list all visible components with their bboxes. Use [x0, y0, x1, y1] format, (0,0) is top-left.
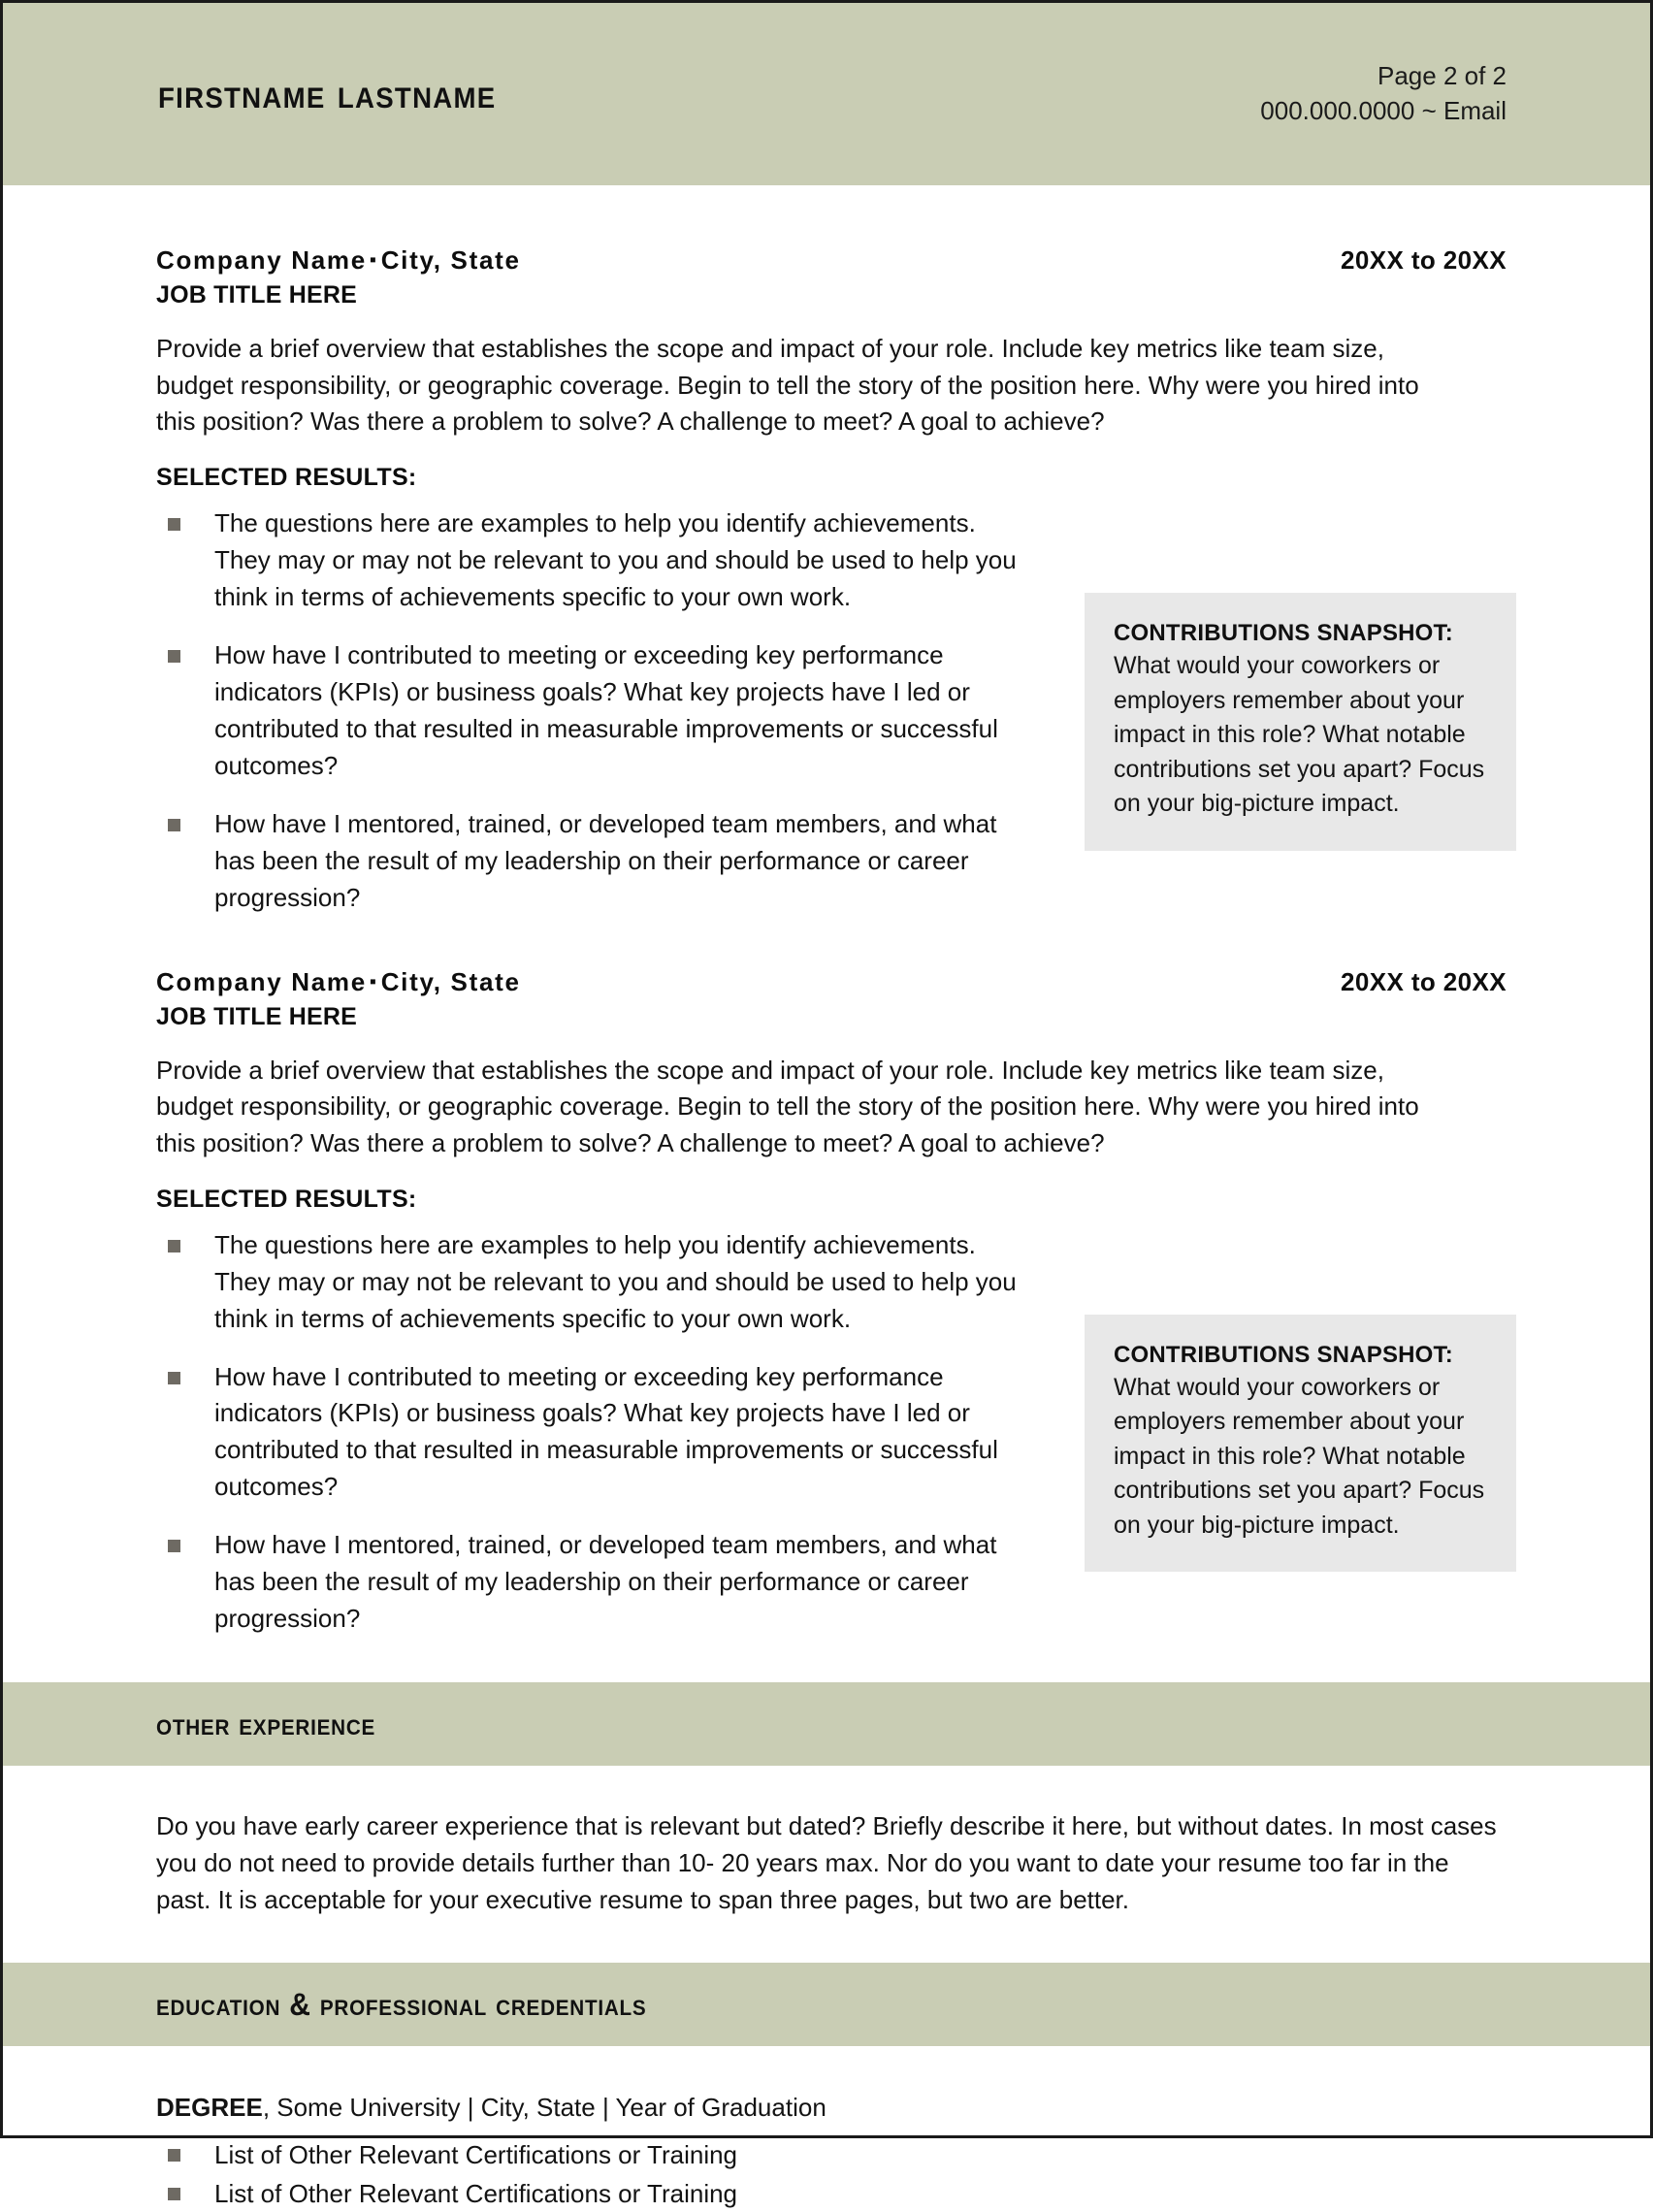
snapshot-text-2: What would your coworkers or employers remember about your impact in this role? What notable contributions set you apart? Focus on your big-picture impact. — [1114, 1373, 1485, 1539]
job-location-2: City, State — [380, 966, 521, 996]
other-experience-content — [3, 1808, 1650, 1918]
square-bullet-icon — [168, 1540, 180, 1552]
square-bullet-icon — [168, 819, 180, 831]
degree-label: DEGREE — [156, 2093, 263, 2123]
bullet-text: The questions here are examples to help you identify achievements. They may or may not be relevant to you and should be used to help you think in terms of achievements specific to your own work. — [214, 508, 1017, 611]
list-item — [156, 637, 1029, 785]
job-overview-2: Provide a brief overview that establishes the scope and impact of your role. Include key metrics like team size, budget responsibility, or geographic coverage. Begin to tell the story of the position here. Why were you hired into this position? Was there a problem to solve? A challenge to meet? A goal to achieve? — [156, 1055, 1419, 1157]
snapshot-title-1: CONTRIBUTIONS SNAPSHOT: — [1114, 620, 1453, 646]
list-item — [156, 505, 1029, 616]
square-bullet-icon — [168, 1372, 180, 1384]
separator-icon: ▪ — [369, 249, 378, 271]
list-item — [156, 2138, 1507, 2173]
square-bullet-icon — [168, 2149, 180, 2162]
job-header-2 — [156, 967, 1507, 997]
job-dates-1: 20XX to 20XX — [1341, 245, 1507, 275]
job-bullets-2 — [156, 1227, 1029, 1639]
candidate-name: firstname lastname — [158, 70, 497, 117]
degree-details: , Some University | City, State | Year of Graduation — [262, 2093, 826, 2123]
certification-text: List of Other Relevant Certifications or Training — [214, 2140, 738, 2170]
page-header — [3, 3, 1650, 185]
contributions-snapshot-2 — [1085, 1315, 1516, 1573]
separator-icon: ▪ — [369, 970, 378, 992]
job-title-2: JOB TITLE HERE — [156, 1002, 357, 1030]
job-bullets-1 — [156, 505, 1029, 917]
list-item — [156, 2177, 1507, 2212]
page-number: Page 2 of 2 — [1378, 61, 1507, 91]
spacer-before-other-experience — [3, 1638, 1650, 1682]
spacer-before-education — [3, 1918, 1650, 1963]
list-item — [156, 1527, 1029, 1638]
job-dates-2: 20XX to 20XX — [1341, 966, 1507, 996]
square-bullet-icon — [168, 518, 180, 531]
section-header-other-experience — [3, 1682, 1650, 1766]
education-content — [3, 2093, 1650, 2212]
job-company-line-1 — [156, 245, 521, 276]
job-company-line-2 — [156, 967, 521, 997]
bullet-text: The questions here are examples to help you identify achievements. They may or may not be relevant to you and should be used to help you think in terms of achievements specific to your own work. — [214, 1229, 1017, 1333]
job-overview-1: Provide a brief overview that establishes the scope and impact of your role. Include key metrics like team size, budget responsibility, or geographic coverage. Begin to tell the story of the position here. Why were you hired into this position? Was there a problem to solve? A challenge to meet? A goal to achieve? — [156, 334, 1419, 437]
job-header-1 — [156, 245, 1507, 276]
company-name-1: Company Name — [156, 245, 367, 275]
certification-text: List of Other Relevant Certifications or Training — [214, 2179, 738, 2209]
other-experience-body: Do you have early career experience that is relevant but dated? Briefly describe it here, but without dates. In most cases you do not need to provide details further than 10- 20 years max. Nor do you want to date your resume too far in the past. It is acceptable for your executive resume to span three pages, but two are better. — [156, 1811, 1497, 1914]
list-item — [156, 806, 1029, 917]
square-bullet-icon — [168, 2188, 180, 2200]
section-title-education: education & professional credentials — [156, 1986, 647, 2022]
section-title-other-experience: other experience — [156, 1706, 376, 1741]
selected-results-label-2: SELECTED RESULTS: — [156, 1185, 417, 1213]
certifications-list — [156, 2138, 1507, 2212]
square-bullet-icon — [168, 1240, 180, 1252]
bullet-text: How have I contributed to meeting or exceeding key performance indicators (KPIs) or business goals? What key projects have I led or contributed to that resulted in measurable improvements or successful outcomes? — [214, 639, 998, 780]
square-bullet-icon — [168, 650, 180, 663]
bullet-text: How have I mentored, trained, or developed team members, and what has been the result of my leadership on their performance or career progression? — [214, 808, 997, 912]
selected-results-label-1: SELECTED RESULTS: — [156, 464, 417, 492]
bullet-text: How have I mentored, trained, or developed team members, and what has been the result of my leadership on their performance or career progression? — [214, 1530, 997, 1634]
list-item — [156, 1227, 1029, 1338]
job-title-1: JOB TITLE HERE — [156, 281, 357, 309]
experience-entry-1 — [156, 185, 1507, 917]
snapshot-text-1: What would your coworkers or employers remember about your impact in this role? What notable contributions set you apart? Focus on your big-picture impact. — [1114, 652, 1485, 817]
contributions-snapshot-1 — [1085, 593, 1516, 851]
header-meta — [1260, 59, 1507, 129]
snapshot-title-2: CONTRIBUTIONS SNAPSHOT: — [1114, 1341, 1453, 1368]
resume-body — [3, 185, 1650, 1638]
contact-info: 000.000.0000 ~ Email — [1260, 96, 1507, 125]
section-header-education — [3, 1963, 1650, 2046]
degree-line — [156, 2093, 1507, 2123]
job-location-1: City, State — [380, 245, 521, 275]
list-item — [156, 1359, 1029, 1507]
experience-entry-2 — [156, 917, 1507, 1639]
company-name-2: Company Name — [156, 966, 367, 996]
bullet-text: How have I contributed to meeting or exceeding key performance indicators (KPIs) or business goals? What key projects have I led or contributed to that resulted in measurable improvements or successful outcomes? — [214, 1361, 998, 1502]
